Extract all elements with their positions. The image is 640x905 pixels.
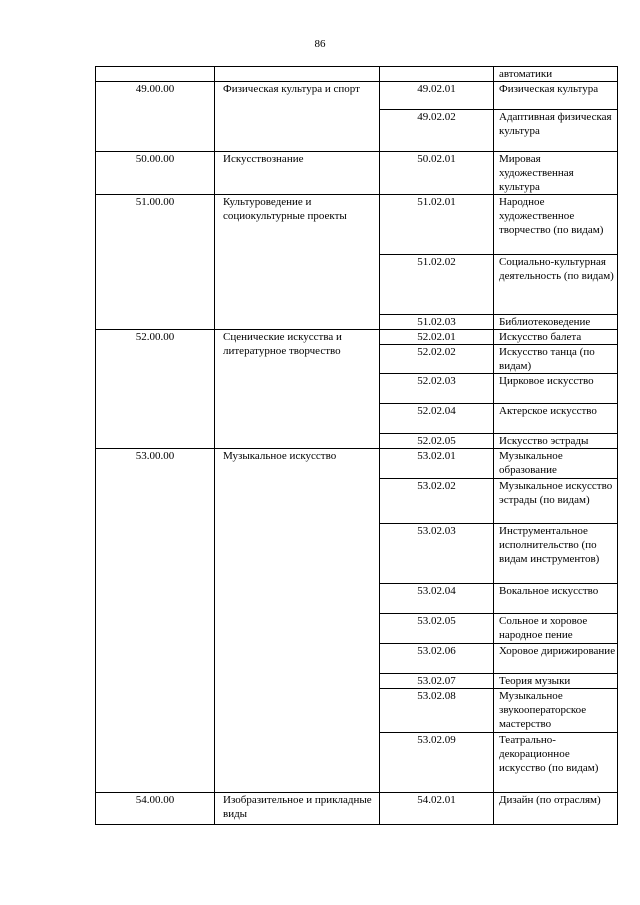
group-code-cell: [96, 67, 215, 82]
group-code-cell: 52.00.00: [96, 330, 215, 449]
specialty-name-cell: Социально-культурная деятельность (по видам): [494, 255, 618, 315]
specialty-code-cell: 52.02.04: [380, 404, 494, 434]
specialty-code-cell: 53.02.03: [380, 524, 494, 584]
specialty-name-cell: Искусство танца (по видам): [494, 345, 618, 374]
table-row: [96, 793, 618, 825]
table-row: [96, 82, 618, 110]
specialty-code-cell: 52.02.03: [380, 374, 494, 404]
specialty-code-cell: 53.02.04: [380, 584, 494, 614]
specialty-name-cell: Народное художественное творчество (по видам): [494, 195, 618, 255]
table-row: [96, 152, 618, 195]
specialty-name-cell: Музыкальное образование: [494, 449, 618, 479]
specialty-code-cell: 53.02.09: [380, 733, 494, 793]
group-code-cell: 49.00.00: [96, 82, 215, 152]
specialty-name-cell: Искусство балета: [494, 330, 618, 345]
specialty-code-cell: 49.02.01: [380, 82, 494, 110]
specialty-name-cell: Физическая культура: [494, 82, 618, 110]
table-row: [96, 67, 618, 82]
group-name-cell: [215, 67, 380, 82]
specialties-table: [95, 66, 618, 825]
specialty-name-cell: Музыкальное звукооператорское мастерство: [494, 689, 618, 733]
table-row: [96, 449, 618, 479]
specialty-code-cell: 52.02.02: [380, 345, 494, 374]
specialty-name-cell: Библиотековедение: [494, 315, 618, 330]
specialty-code-cell: 53.02.08: [380, 689, 494, 733]
specialty-code-cell: [380, 67, 494, 82]
group-code-cell: 50.00.00: [96, 152, 215, 195]
specialty-name-cell: Театрально-декорационное искусство (по видам): [494, 733, 618, 793]
specialty-code-cell: 53.02.06: [380, 644, 494, 674]
specialty-name-cell: Адаптивная физическая культура: [494, 110, 618, 152]
table-row: [96, 195, 618, 255]
specialty-code-cell: 51.02.03: [380, 315, 494, 330]
specialty-code-cell: 49.02.02: [380, 110, 494, 152]
table-row: [96, 330, 618, 345]
specialty-name-cell: Дизайн (по отраслям): [494, 793, 618, 825]
specialty-name-cell: Вокальное искусство: [494, 584, 618, 614]
group-code-cell: 53.00.00: [96, 449, 215, 793]
specialty-code-cell: 51.02.01: [380, 195, 494, 255]
specialty-code-cell: 53.02.07: [380, 674, 494, 689]
group-code-cell: 54.00.00: [96, 793, 215, 825]
specialty-code-cell: 50.02.01: [380, 152, 494, 195]
specialty-name-cell: Сольное и хоровое народное пение: [494, 614, 618, 644]
specialty-name-cell: автоматики: [494, 67, 618, 82]
specialty-name-cell: Инструментальное исполнительство (по видам инструментов): [494, 524, 618, 584]
specialty-code-cell: 53.02.01: [380, 449, 494, 479]
specialty-code-cell: 53.02.05: [380, 614, 494, 644]
group-name-cell: Сценические искусства и литературное творчество: [215, 330, 380, 449]
specialty-name-cell: Хоровое дирижирование: [494, 644, 618, 674]
page-number: 86: [314, 38, 326, 50]
group-name-cell: Изобразительное и прикладные виды: [215, 793, 380, 825]
specialty-code-cell: 52.02.05: [380, 434, 494, 449]
group-name-cell: Культуроведение и социокультурные проекты: [215, 195, 380, 330]
specialty-code-cell: 52.02.01: [380, 330, 494, 345]
specialty-name-cell: Цирковое искусство: [494, 374, 618, 404]
specialty-code-cell: 53.02.02: [380, 479, 494, 524]
group-name-cell: Искусствознание: [215, 152, 380, 195]
group-name-cell: Физическая культура и спорт: [215, 82, 380, 152]
specialty-code-cell: 51.02.02: [380, 255, 494, 315]
specialty-code-cell: 54.02.01: [380, 793, 494, 825]
specialty-name-cell: Актерское искусство: [494, 404, 618, 434]
specialty-name-cell: Музыкальное искусство эстрады (по видам): [494, 479, 618, 524]
group-name-cell: Музыкальное искусство: [215, 449, 380, 793]
specialty-name-cell: Теория музыки: [494, 674, 618, 689]
specialty-name-cell: Искусство эстрады: [494, 434, 618, 449]
group-code-cell: 51.00.00: [96, 195, 215, 330]
specialty-name-cell: Мировая художественная культура: [494, 152, 618, 195]
